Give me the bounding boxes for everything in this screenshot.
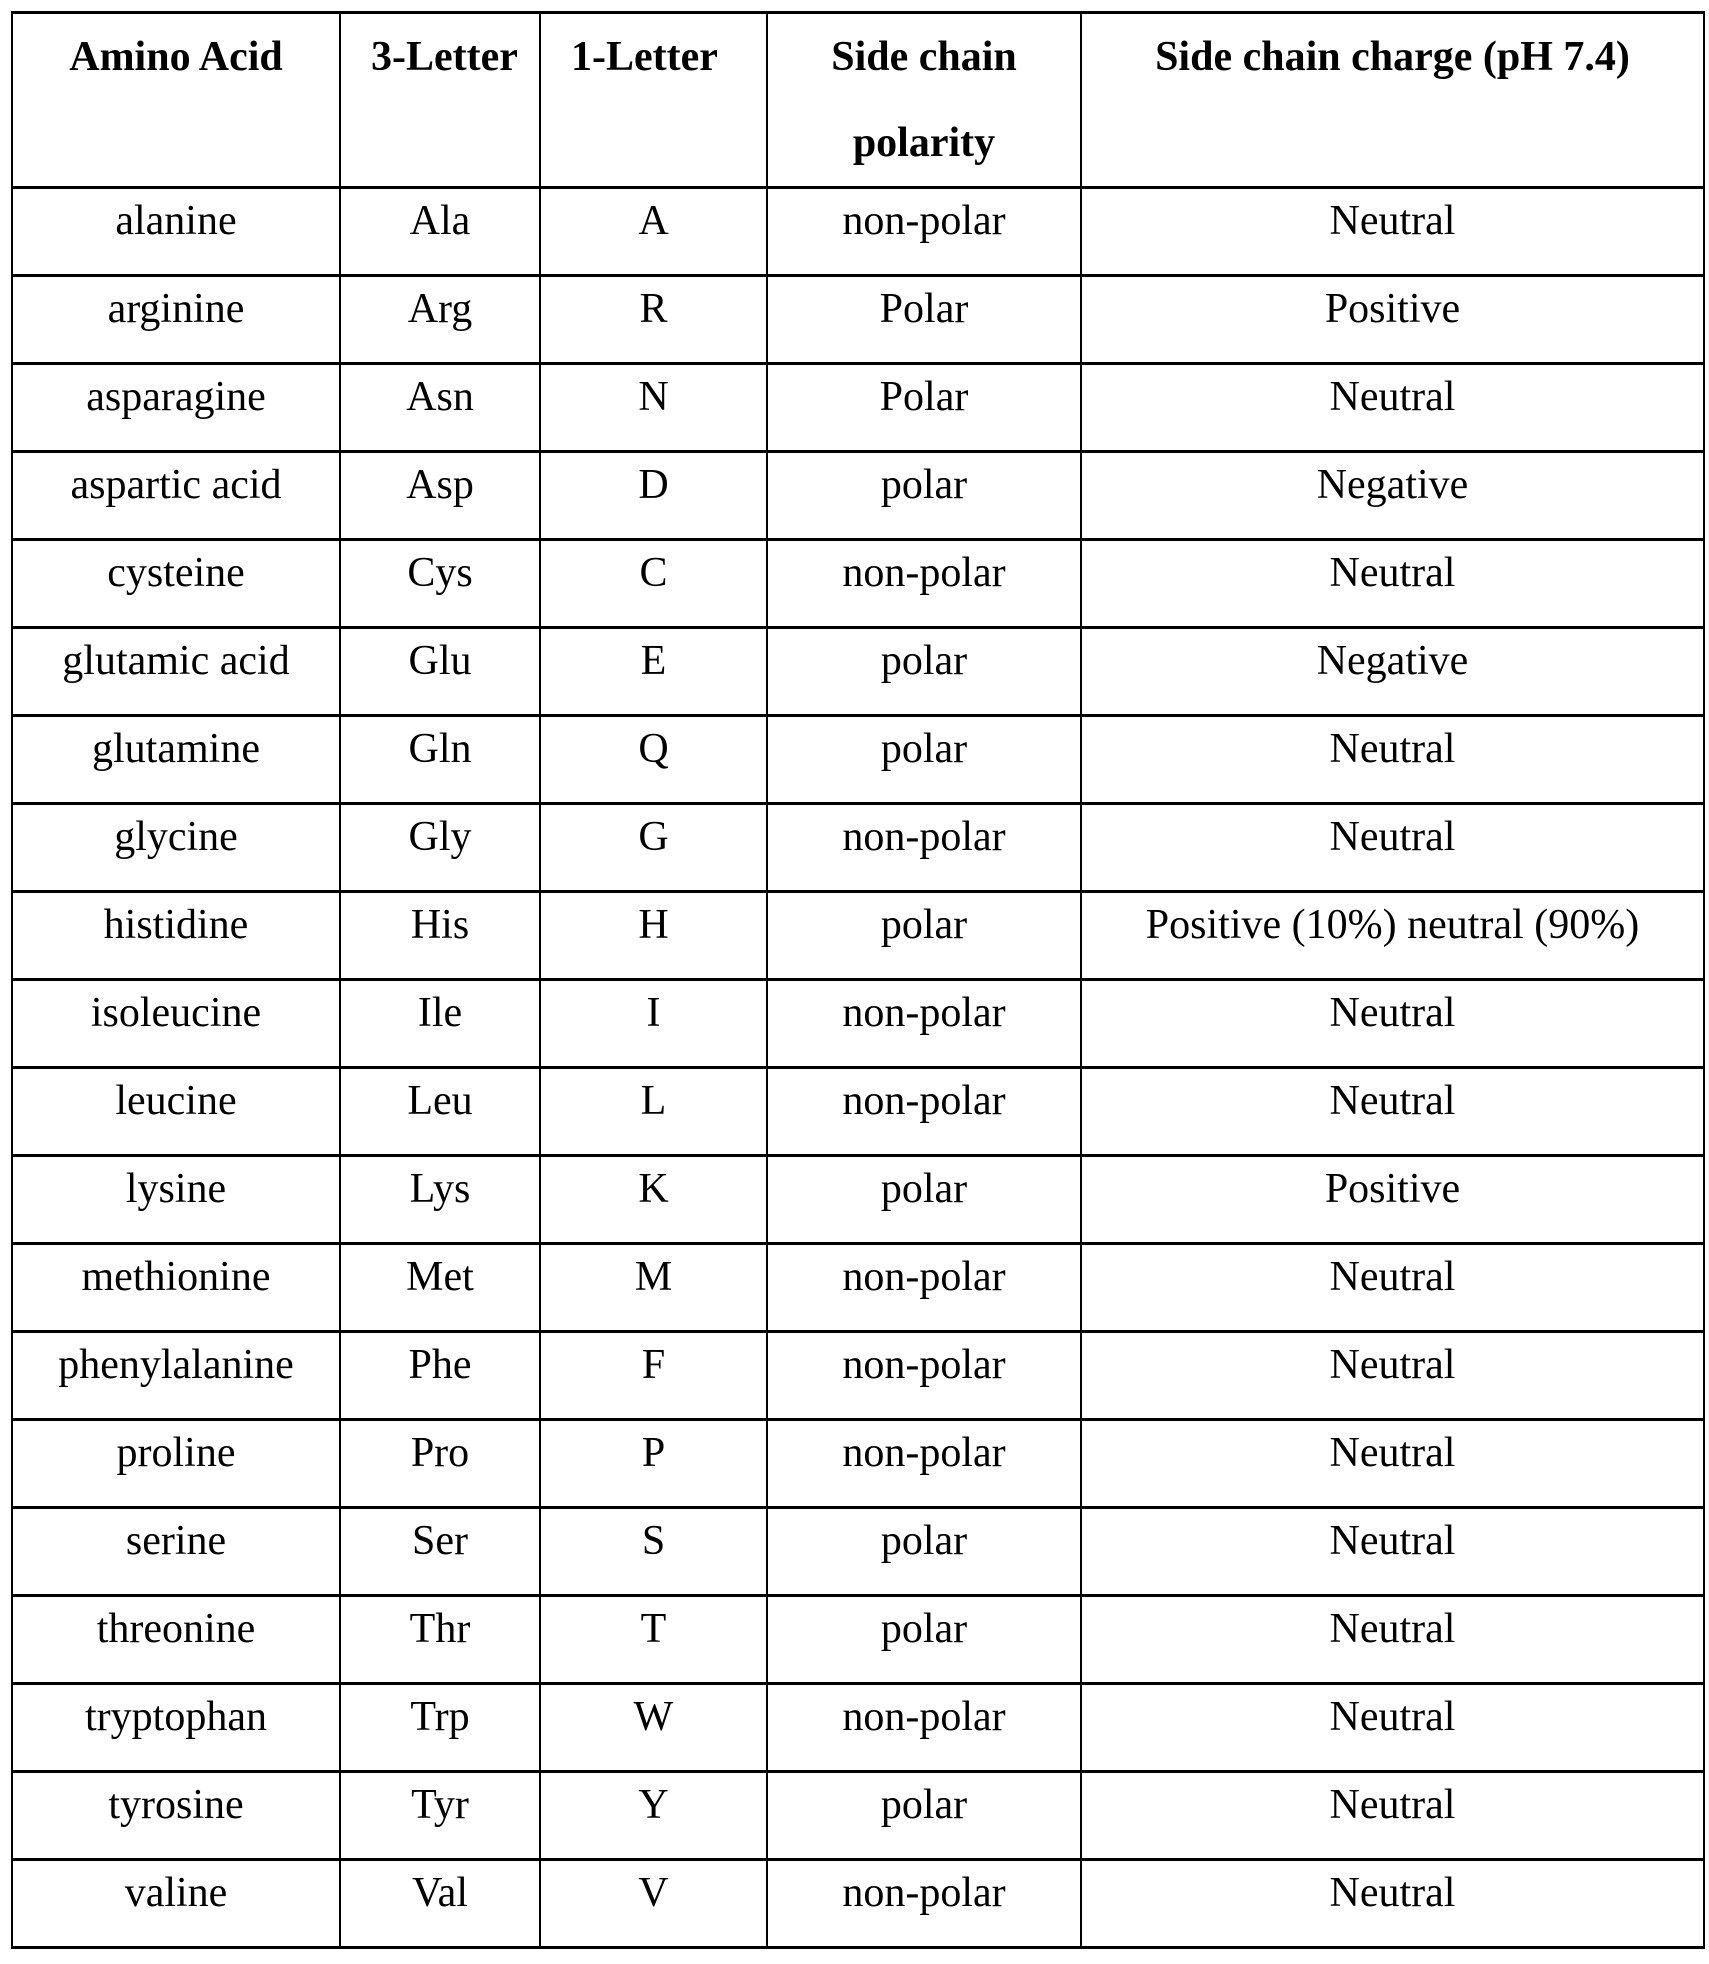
header-row [12,13,1704,188]
cell-charge: Positive (10%) neutral (90%) [1081,892,1704,980]
table-row [12,804,1704,892]
cell-3-letter: Met [340,1244,540,1332]
cell-polarity: non-polar [767,540,1081,628]
cell-polarity: polar [767,452,1081,540]
cell-polarity: non-polar [767,1684,1081,1772]
cell-1-letter: R [540,276,767,364]
cell-amino-acid: glutamine [12,716,340,804]
cell-polarity: non-polar [767,804,1081,892]
table-row [12,1156,1704,1244]
cell-1-letter: E [540,628,767,716]
cell-charge: Neutral [1081,1772,1704,1860]
header-charge: Side chain charge (pH 7.4) [1081,13,1704,188]
cell-1-letter: Y [540,1772,767,1860]
cell-polarity: Polar [767,364,1081,452]
cell-1-letter: A [540,188,767,276]
table-row [12,1508,1704,1596]
cell-charge: Neutral [1081,804,1704,892]
cell-amino-acid: asparagine [12,364,340,452]
table-row [12,188,1704,276]
header-polarity: Side chain polarity [767,13,1081,188]
cell-3-letter: Asn [340,364,540,452]
cell-charge: Neutral [1081,716,1704,804]
cell-polarity: polar [767,716,1081,804]
cell-amino-acid: valine [12,1860,340,1948]
table-row [12,1068,1704,1156]
table-row [12,276,1704,364]
cell-1-letter: T [540,1596,767,1684]
cell-charge: Neutral [1081,1860,1704,1948]
table-row [12,1244,1704,1332]
table-row [12,628,1704,716]
cell-1-letter: D [540,452,767,540]
cell-polarity: polar [767,1508,1081,1596]
cell-amino-acid: tryptophan [12,1684,340,1772]
cell-1-letter: S [540,1508,767,1596]
cell-amino-acid: glycine [12,804,340,892]
cell-3-letter: Ile [340,980,540,1068]
cell-amino-acid: glutamic acid [12,628,340,716]
cell-charge: Negative [1081,452,1704,540]
cell-amino-acid: alanine [12,188,340,276]
table-row [12,892,1704,980]
cell-1-letter: Q [540,716,767,804]
cell-3-letter: Leu [340,1068,540,1156]
cell-amino-acid: threonine [12,1596,340,1684]
cell-charge: Neutral [1081,540,1704,628]
header-3-letter: 3-Letter [340,13,540,188]
cell-charge: Neutral [1081,1508,1704,1596]
cell-1-letter: V [540,1860,767,1948]
header-1-letter: 1-Letter [540,13,767,188]
cell-amino-acid: arginine [12,276,340,364]
cell-1-letter: F [540,1332,767,1420]
cell-3-letter: Tyr [340,1772,540,1860]
cell-1-letter: N [540,364,767,452]
cell-3-letter: Asp [340,452,540,540]
cell-amino-acid: aspartic acid [12,452,340,540]
cell-3-letter: Ala [340,188,540,276]
cell-amino-acid: leucine [12,1068,340,1156]
cell-amino-acid: tyrosine [12,1772,340,1860]
table-row [12,716,1704,804]
table-row [12,1332,1704,1420]
cell-3-letter: Trp [340,1684,540,1772]
cell-charge: Positive [1081,1156,1704,1244]
header-amino-acid: Amino Acid [12,13,340,188]
table-row [12,452,1704,540]
cell-3-letter: Gln [340,716,540,804]
cell-3-letter: Arg [340,276,540,364]
cell-3-letter: Gly [340,804,540,892]
cell-amino-acid: proline [12,1420,340,1508]
table-row [12,980,1704,1068]
cell-amino-acid: cysteine [12,540,340,628]
cell-polarity: polar [767,892,1081,980]
cell-3-letter: Ser [340,1508,540,1596]
cell-amino-acid: methionine [12,1244,340,1332]
cell-3-letter: Pro [340,1420,540,1508]
cell-charge: Neutral [1081,1684,1704,1772]
cell-polarity: polar [767,628,1081,716]
cell-3-letter: Cys [340,540,540,628]
cell-charge: Neutral [1081,1596,1704,1684]
table-row [12,1684,1704,1772]
cell-1-letter: C [540,540,767,628]
table-row [12,540,1704,628]
table-row [12,1420,1704,1508]
table-row [12,1596,1704,1684]
cell-1-letter: K [540,1156,767,1244]
cell-polarity: non-polar [767,188,1081,276]
cell-charge: Neutral [1081,1068,1704,1156]
cell-charge: Neutral [1081,1420,1704,1508]
cell-1-letter: W [540,1684,767,1772]
cell-polarity: polar [767,1596,1081,1684]
cell-1-letter: H [540,892,767,980]
table-row [12,1860,1704,1948]
amino-acid-table [11,11,1705,1949]
cell-1-letter: M [540,1244,767,1332]
cell-3-letter: Glu [340,628,540,716]
cell-charge: Neutral [1081,1332,1704,1420]
cell-1-letter: I [540,980,767,1068]
cell-3-letter: Phe [340,1332,540,1420]
cell-1-letter: P [540,1420,767,1508]
cell-amino-acid: isoleucine [12,980,340,1068]
cell-3-letter: Lys [340,1156,540,1244]
cell-3-letter: Val [340,1860,540,1948]
cell-charge: Neutral [1081,980,1704,1068]
cell-charge: Neutral [1081,1244,1704,1332]
cell-polarity: non-polar [767,1860,1081,1948]
cell-charge: Negative [1081,628,1704,716]
table-row [12,1772,1704,1860]
cell-charge: Neutral [1081,188,1704,276]
cell-polarity: Polar [767,276,1081,364]
cell-3-letter: Thr [340,1596,540,1684]
cell-amino-acid: lysine [12,1156,340,1244]
cell-polarity: non-polar [767,980,1081,1068]
cell-1-letter: L [540,1068,767,1156]
table-row [12,364,1704,452]
cell-amino-acid: serine [12,1508,340,1596]
cell-amino-acid: phenylalanine [12,1332,340,1420]
cell-charge: Neutral [1081,364,1704,452]
cell-polarity: polar [767,1156,1081,1244]
cell-amino-acid: histidine [12,892,340,980]
cell-1-letter: G [540,804,767,892]
cell-charge: Positive [1081,276,1704,364]
cell-3-letter: His [340,892,540,980]
cell-polarity: non-polar [767,1420,1081,1508]
cell-polarity: non-polar [767,1244,1081,1332]
cell-polarity: non-polar [767,1332,1081,1420]
cell-polarity: non-polar [767,1068,1081,1156]
cell-polarity: polar [767,1772,1081,1860]
